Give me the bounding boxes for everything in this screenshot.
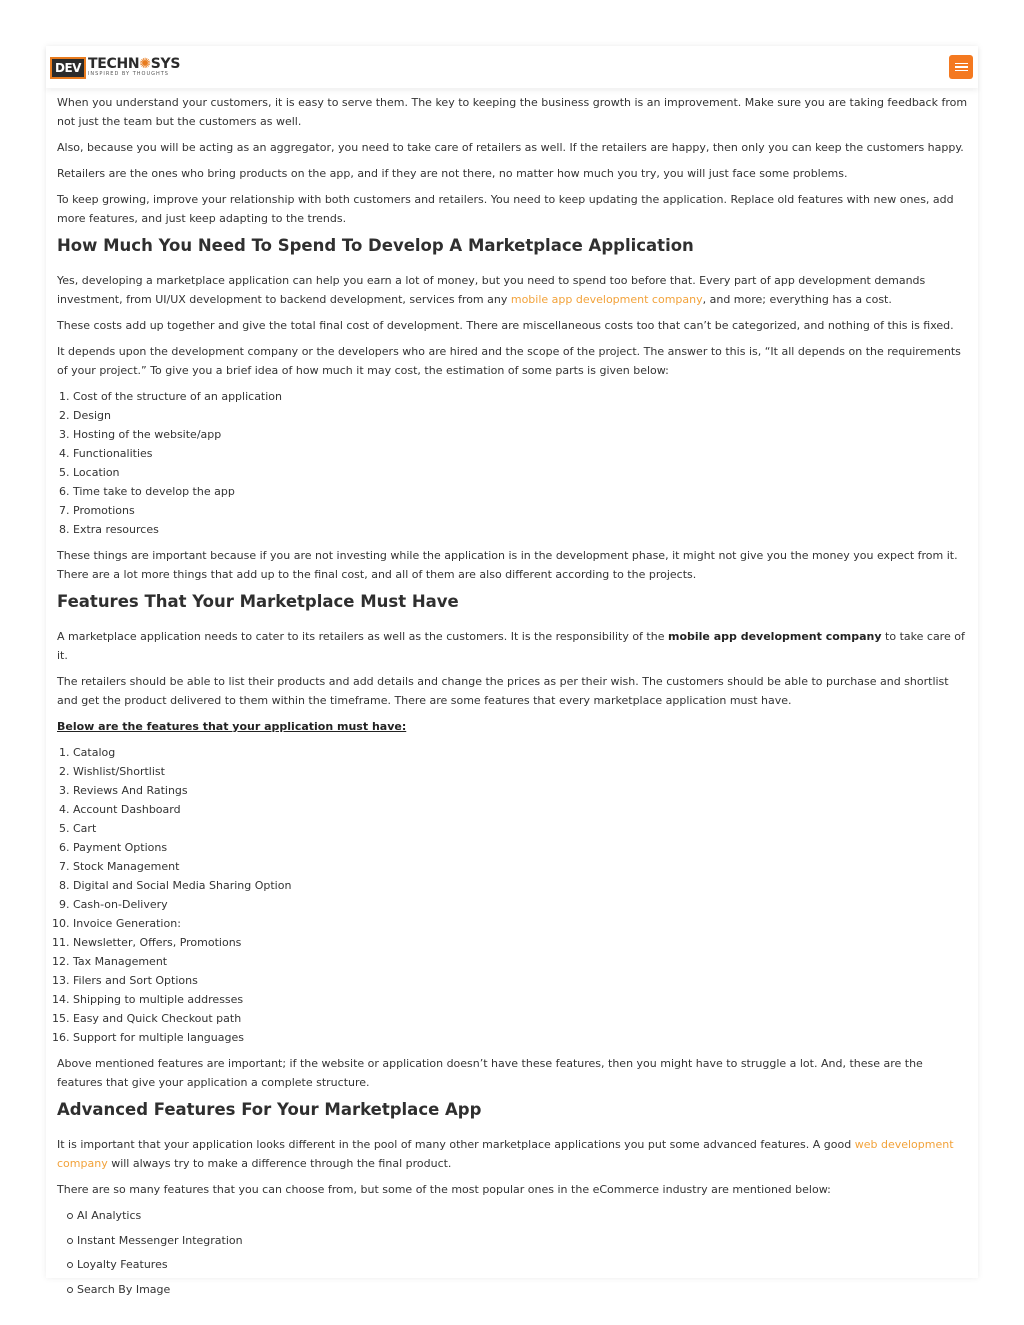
list-item: Loyalty Features (67, 1255, 969, 1274)
list-item: 10. Invoice Generation: (73, 914, 969, 933)
paragraph: It is important that your application looks different in the pool of many other marketplace applications you put some advanced features. A good web development company will always try to make a difference through the final product. (57, 1138, 954, 1170)
cost-list (73, 387, 969, 539)
list-item: 3. Hosting of the website/app (73, 425, 969, 444)
list-item: 15. Easy and Quick Checkout path (73, 1009, 969, 1028)
list-item: 3. Reviews And Ratings (73, 781, 969, 800)
list-item: AI Analytics (67, 1206, 969, 1225)
advanced-features-list (67, 1206, 969, 1299)
mobile-app-development-link[interactable]: mobile app development company (510, 293, 703, 306)
bold-text: mobile app development company (667, 630, 882, 643)
paragraph: Yes, developing a marketplace application can help you earn a lot of money, but you need to spend too before that. Every part of app development demands investment, from UI/UX development to backend development, services from any mobile app development company, and more; everything has a cost. (57, 274, 926, 306)
page (46, 46, 978, 1296)
section-heading-features: Features That Your Marketplace Must Have (57, 592, 459, 611)
list-item: 5. Location (73, 463, 969, 482)
list-item: 16. Support for multiple languages (73, 1028, 969, 1047)
list-item: 6. Time take to develop the app (73, 482, 969, 501)
list-item: Instant Messenger Integration (67, 1231, 969, 1250)
logo-box: DEV (50, 57, 86, 79)
section-heading-cost: How Much You Need To Spend To Develop A Marketplace Application (57, 236, 694, 255)
paragraph: The retailers should be able to list their products and add details and change the prices as per their wish. The customers should be able to purchase and shortlist and get the product delivered to them within the timeframe. There are some features that every marketplace application must have. (57, 675, 949, 707)
list-item: 9. Cash-on-Delivery (73, 895, 969, 914)
list-item: 13. Filers and Sort Options (73, 971, 969, 990)
list-item: Search By Image (67, 1280, 969, 1299)
paragraph: Above mentioned features are important; if the website or application doesn’t have these features, then you might have to struggle a lot. And, these are the features that give your application a complete structure. (57, 1057, 923, 1089)
list-item: 7. Promotions (73, 501, 969, 520)
list-item: 11. Newsletter, Offers, Promotions (73, 933, 969, 952)
paragraph: A marketplace application needs to cater to its retailers as well as the customers. It is the responsibility of the mobile app development company to take care of it. (57, 630, 965, 662)
paragraph: To keep growing, improve your relationship with both customers and retailers. You need to keep updating the application. Replace old features with new ones, add more features, and just keep adapting to the trends. (57, 193, 954, 225)
hamburger-icon (955, 63, 968, 65)
paragraph: There are so many features that you can choose from, but some of the most popular ones in the eCommerce industry are mentioned below: (57, 1183, 831, 1196)
list-item: 4. Account Dashboard (73, 800, 969, 819)
list-item: 2. Wishlist/Shortlist (73, 762, 969, 781)
paragraph: These things are important because if you are not investing while the application is in the development phase, it might not give you the money you expect from it. There are a lot more things that add up to the final cost, and all of them are also different according to the projects. (57, 549, 958, 581)
paragraph: These costs add up together and give the total final cost of development. There are miscellaneous costs too that can’t be categorized, and nothing of this is fixed. (57, 319, 954, 332)
hamburger-menu-button[interactable] (949, 55, 973, 79)
logo-wordmark: TECHN✺SYS (87, 56, 181, 72)
list-item: 8. Extra resources (73, 520, 969, 539)
list-item: 7. Stock Management (73, 857, 969, 876)
list-item: 1. Cost of the structure of an application (73, 387, 969, 406)
paragraph (57, 717, 969, 736)
paragraph: Retailers are the ones who bring products on the app, and if they are not there, no matter how much you try, you will just face some problems. (57, 167, 848, 180)
logo[interactable] (50, 58, 180, 78)
list-item: 2. Design (73, 406, 969, 425)
list-item: 1. Catalog (73, 743, 969, 762)
list-item: 12. Tax Management (73, 952, 969, 971)
logo-text (88, 58, 180, 78)
site-header (46, 46, 978, 88)
list-item: 8. Digital and Social Media Sharing Option (73, 876, 969, 895)
paragraph: Also, because you will be acting as an aggregator, you need to take care of retailers as well. If the retailers are happy, then only you can keep the customers happy. (57, 141, 964, 154)
web-development-link[interactable]: web development company (57, 1138, 954, 1170)
list-item: 14. Shipping to multiple addresses (73, 990, 969, 1009)
gear-icon: ✺ (139, 56, 151, 72)
logo-tagline: INSPIRED BY THOUGHTS (87, 71, 169, 77)
features-list (73, 743, 969, 1047)
section-heading-advanced: Advanced Features For Your Marketplace App (57, 1100, 482, 1119)
list-item: 6. Payment Options (73, 838, 969, 857)
article-content (57, 93, 969, 1304)
paragraph: When you understand your customers, it is easy to serve them. The key to keeping the business growth is an improvement. Make sure you are taking feedback from not just the team but the customers as well. (57, 96, 968, 128)
paragraph: It depends upon the development company or the developers who are hired and the scope of the project. The answer to this is, “It all depends on the requirements of your project.” To give you a brief idea of how much it may cost, the estimation of some parts is given below: (57, 345, 961, 377)
list-item: 4. Functionalities (73, 444, 969, 463)
list-item: 5. Cart (73, 819, 969, 838)
features-intro: Below are the features that your application must have: (57, 720, 407, 733)
